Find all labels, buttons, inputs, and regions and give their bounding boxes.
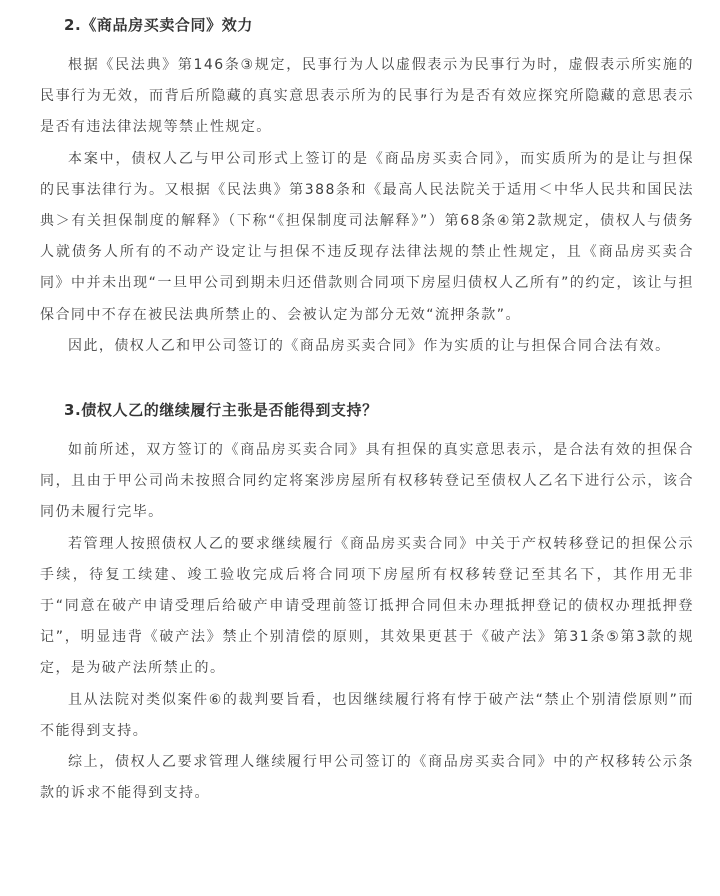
section-2-heading: 2.《商品房买卖合同》效力	[64, 16, 253, 34]
section-3-paragraph-1: 如前所述，双方签订的《商品房买卖合同》具有担保的真实意思表示，是合法有效的担保合同，且由于甲公司尚未按照合同约定将案涉房屋所有权移转登记至债权人乙名下进行公示，该合同仍未履行完毕。	[40, 442, 694, 521]
section-2-paragraph-1: 根据《民法典》第146条③规定，民事行为人以虚假表示为民事行为时，虚假表示所实施的民事行为无效，而背后所隐藏的真实意思表示所为的民事行为是否有效应探究所隐藏的意思表示是否有违法律法规等禁止性规定。	[40, 57, 694, 136]
section-3-paragraph-4: 综上，债权人乙要求管理人继续履行甲公司签订的《商品房买卖合同》中的产权移转公示条款的诉求不能得到支持。	[40, 754, 694, 802]
section-3-paragraph-3: 且从法院对类似案件⑥的裁判要旨看，也因继续履行将有悖于破产法“禁止个别清偿原则”而不能得到支持。	[40, 691, 694, 739]
section-2-paragraph-3: 因此，债权人乙和甲公司签订的《商品房买卖合同》作为实质的让与担保合同合法有效。	[68, 337, 671, 354]
section-2-paragraph-2: 本案中，债权人乙与甲公司形式上签订的是《商品房买卖合同》，而实质所为的是让与担保的民事法律行为。又根据《民法典》第388条和《最高人民法院关于适用＜中华人民共和国民法典＞有关担保制度的解释》（下称“《担保制度司法解释》”）第68条④第2款规定，债权人与债务人就债务人所有的不动产设定让与担保不违反现存法律法规的禁止性规定，且《商品房买卖合同》中并未出现“一旦甲公司到期未归还借款则合同项下房屋归债权人乙所有”的约定，该让与担保合同中不存在被民法典所禁止的、会被认定为部分无效“流押条款”。	[40, 150, 694, 323]
section-spacer	[40, 362, 694, 399]
section-3-paragraph-2: 若管理人按照债权人乙的要求继续履行《商品房买卖合同》中关于产权转移登记的担保公示手续，待复工续建、竣工验收完成后将合同项下房屋所有权移转登记至其名下，其作用无非于“同意在破产申请受理后给破产申请受理前签订抵押合同但未办理抵押登记的债权办理抵押登记”，明显违背《破产法》禁止个别清偿的原则，其效果更甚于《破产法》第31条⑤第3款的规定，是为破产法所禁止的。	[40, 535, 694, 677]
spacer	[40, 421, 694, 435]
spacer	[40, 36, 694, 50]
section-3-heading: 3.债权人乙的继续履行主张是否能得到支持？	[64, 401, 378, 420]
